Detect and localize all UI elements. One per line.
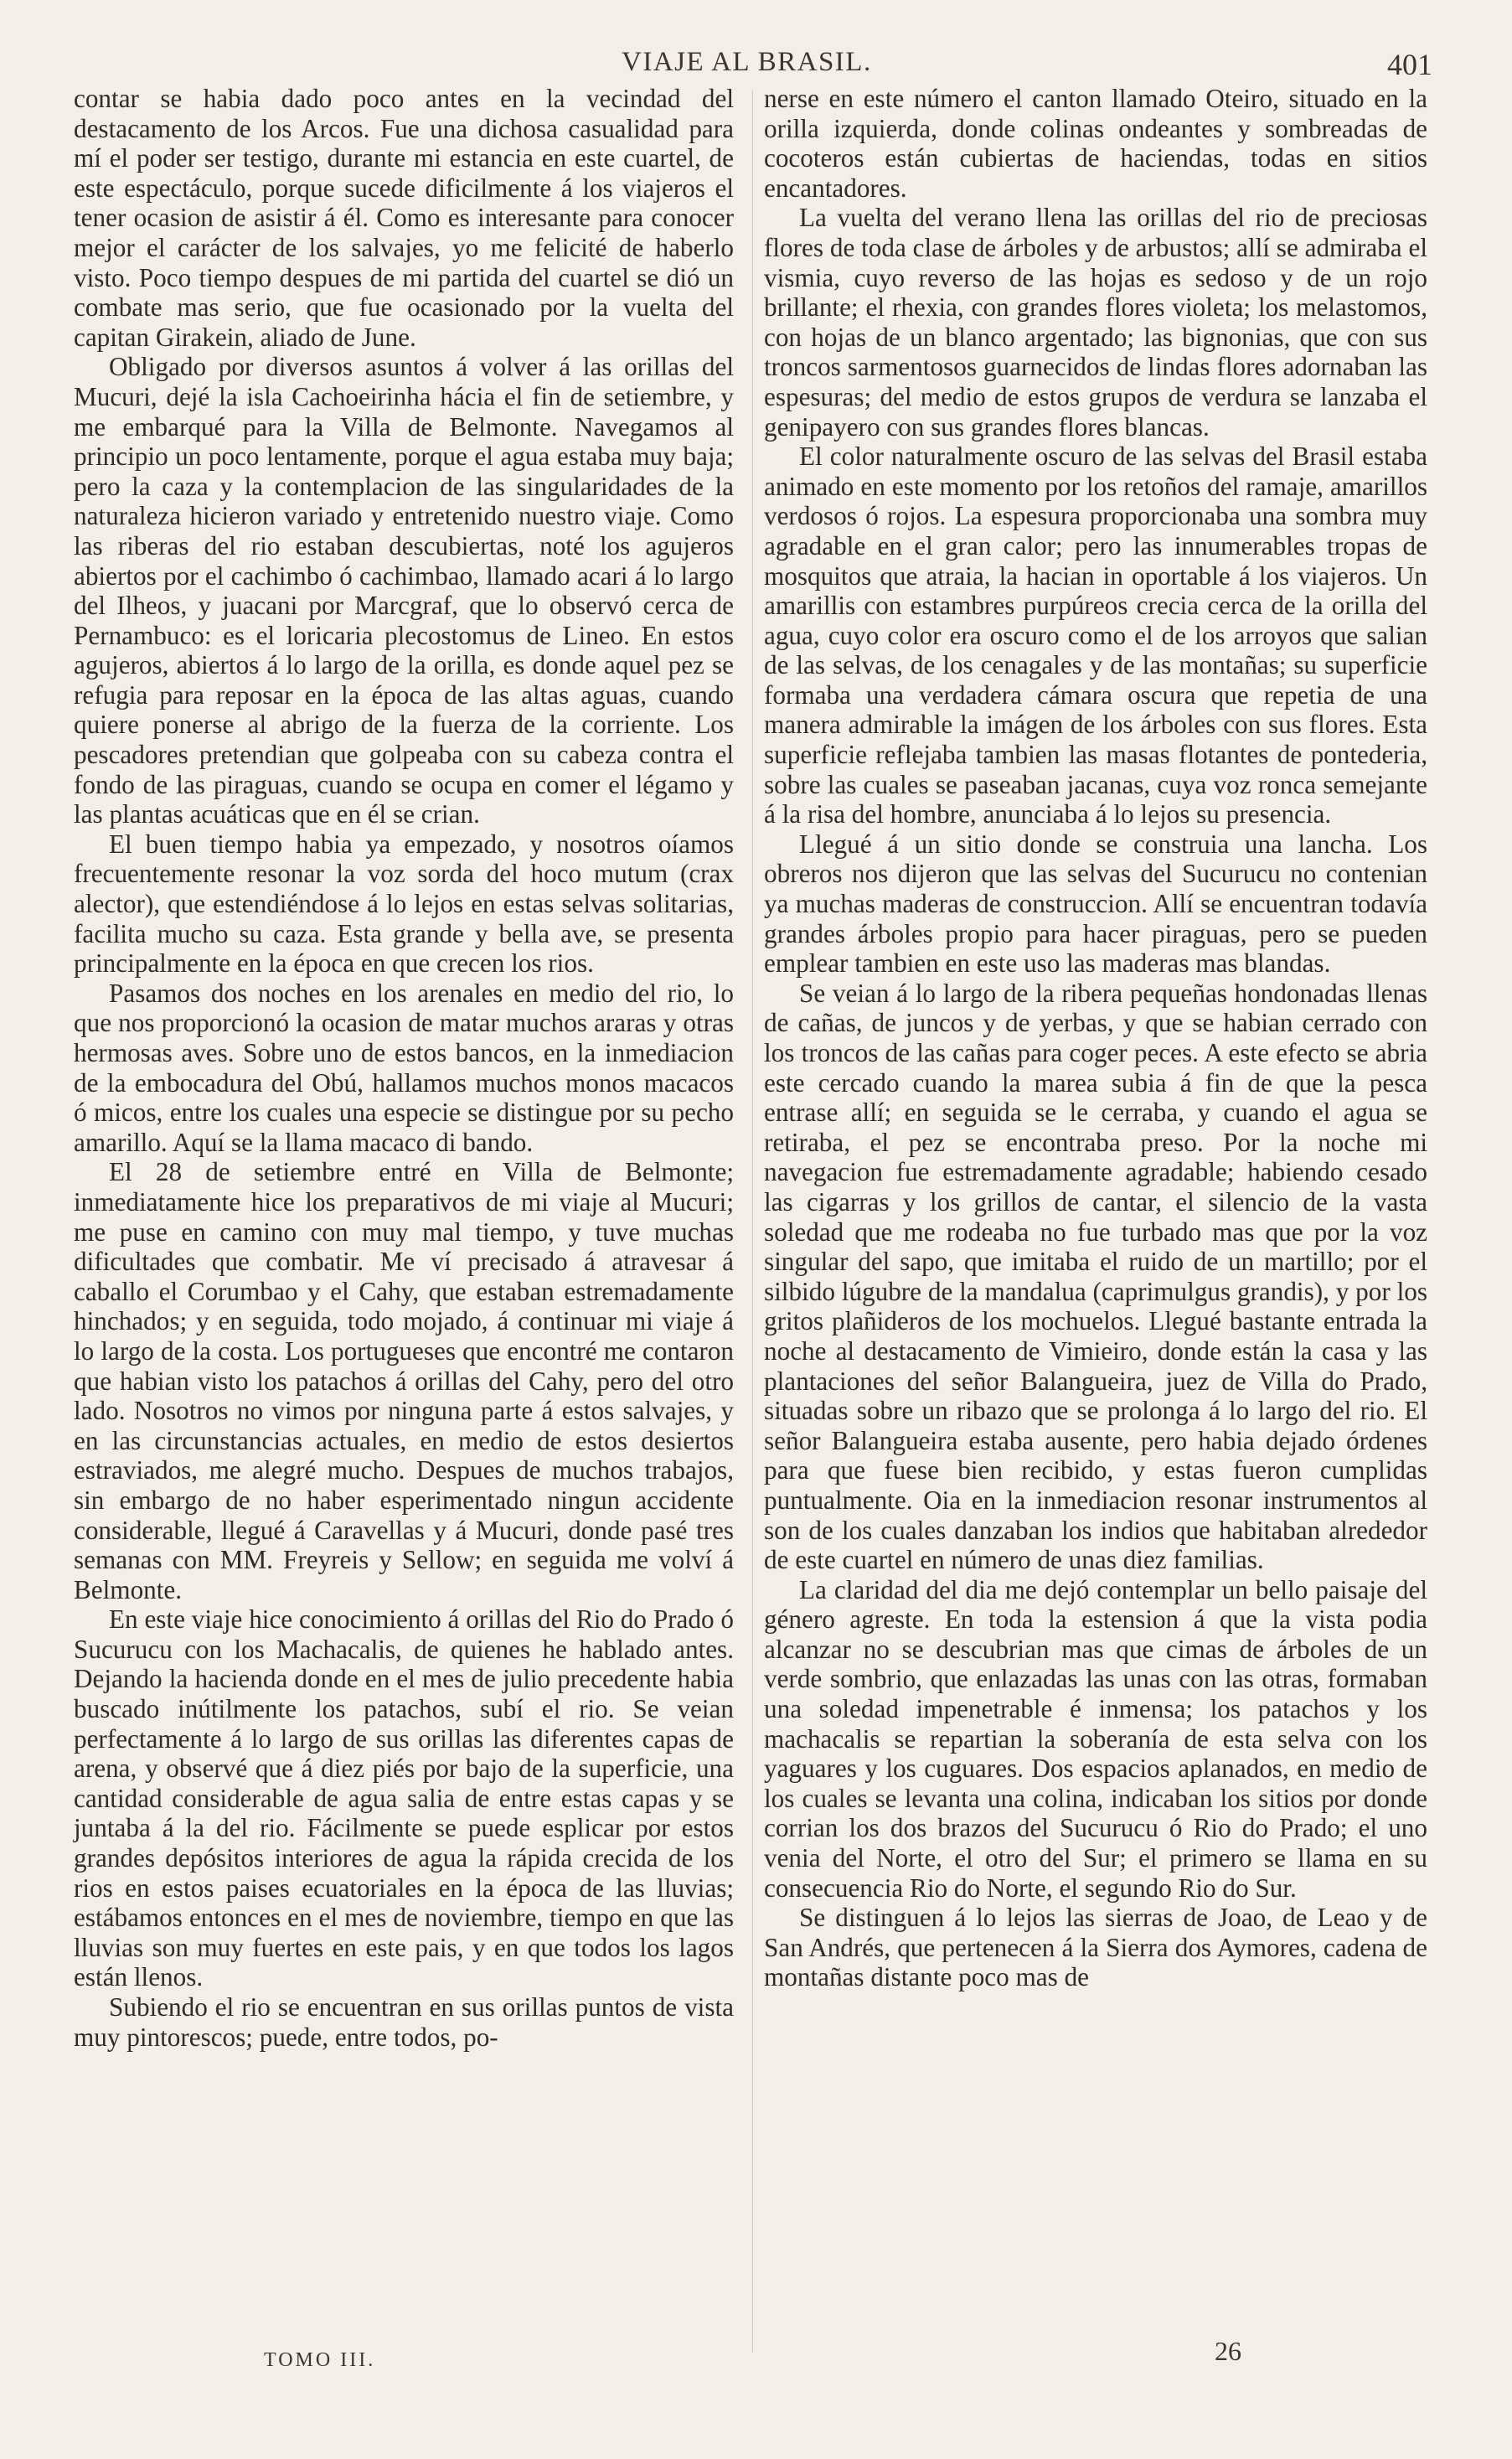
- page-number: 401: [1387, 48, 1432, 81]
- paragraph: Pasamos dos noches en los arenales en medio del rio, lo que nos proporcionó la ocasion de matar muchos araras y otras hermosas aves. Sobre uno de estos bancos, en la inmediacion de la embocadura del Obú, hallamos muchos monos macacos ó micos, entre los cuales una especie se distingue por su pecho amarillo. Aquí se la llama macaco di bando.: [74, 978, 734, 1157]
- paragraph: Subiendo el rio se encuentran en sus orillas puntos de vista muy pintorescos; puede, entre todos, po-: [74, 1992, 734, 2052]
- paragraph: La vuelta del verano llena las orillas del rio de preciosas flores de toda clase de árboles y de arbustos; allí se admiraba el vismia, cuyo reverso de las hojas es sedoso y de un rojo brillante; el rhexia, con grandes flores violeta; los melastomos, con hojas de un blanco argentado; las bignonias, que con sus troncos sarmentosos guarnecidos de lindas flores adornaban las espesuras; del medio de estos grupos de verdura se lanzaba el genipayero con sus grandes flores blancas.: [764, 203, 1427, 442]
- signature-mark: 26: [1215, 2336, 1241, 2366]
- paragraph: contar se habia dado poco antes en la vecindad del destacamento de los Arcos. Fue una dichosa casualidad para mí el poder ser testigo, durante mi estancia en este cuartel, de este espectáculo, porque sucede dificilmente á los viajeros el tener ocasion de asistir á él. Como es interesante para conocer mejor el carácter de los salvajes, yo me felicité de haberlo visto. Poco tiempo despues de mi partida del cuartel se dió un combate mas serio, que fue ocasionado por la vuelta del capitan Girakein, aliado de June.: [74, 84, 734, 352]
- right-column: [764, 84, 1427, 1992]
- paragraph: En este viaje hice conocimiento á orillas del Rio do Prado ó Sucurucu con los Machacalis, de quienes he hablado antes. Dejando la hacienda donde en el mes de julio precedente habia buscado inútilmente los patachos, subí el rio. Se veian perfectamente á lo largo de sus orillas las diferentes capas de arena, y observé que á diez piés por bajo de la superficie, una cantidad considerable de agua salia de entre estas capas y se juntaba á la del rio. Fácilmente se puede esplicar por estos grandes depósitos interiores de agua la rápida crecida de los rios en estos paises ecuatoriales en la época de las lluvias; estábamos entonces en el mes de noviembre, tiempo en que las lluvias son muy fuertes en este pais, y en que todos los lagos están llenos.: [74, 1604, 734, 1992]
- paragraph: Obligado por diversos asuntos á volver á las orillas del Mucuri, dejé la isla Cachoeirinha hácia el fin de setiembre, y me embarqué para la Villa de Belmonte. Navegamos al principio un poco lentamente, porque el agua estaba muy baja; pero la caza y la contemplacion de las singularidades de la naturaleza hicieron variado y entretenido nuestro viaje. Como las riberas del rio estaban descubiertas, noté los agujeros abiertos por el cachimbo ó cachimbao, llamado acari á lo largo del Ilheos, y juacani por Marcgraf, que lo observó cerca de Pernambuco: es el loricaria plecostomus de Lineo. En estos agujeros, abiertos á lo largo de la orilla, es donde aquel pez se refugia para reposar en la época de las altas aguas, cuando quiere ponerse al abrigo de la fuerza de la corriente. Los pescadores pretendian que golpeaba con su cabeza contra el fondo de las piraguas, cuando se ocupa en comer el légamo y las plantas acuáticas que en él se crian.: [74, 352, 734, 829]
- paragraph: Llegué á un sitio donde se construia una lancha. Los obreros nos dijeron que las selvas del Sucurucu no contenian ya muchas maderas de construccion. Allí se encuentran todavía grandes árboles propio para hacer piraguas, pero se pueden emplear tambien en este uso las maderas mas blandas.: [764, 829, 1427, 979]
- column-divider: [752, 90, 753, 2353]
- paragraph: Se veian á lo largo de la ribera pequeñas hondonadas llenas de cañas, de juncos y de yerbas, y que se habian cerrado con los troncos de las cañas para coger peces. A este efecto se abria este cercado cuando la marea subia á fin de que la pesca entrase allí; en seguida se le cerraba, y cuando el agua se retiraba, el pez se encontraba preso. Por la noche mi navegacion fue estremadamente agradable; habiendo cesado las cigarras y los grillos de cantar, el silencio de la vasta soledad que me rodeaba no fue turbado mas que por la voz singular del sapo, que imitaba el ruido de un martillo; por el silbido lúgubre de la mandalua (caprimulgus grandis), y por los gritos plañideros de los mochuelos. Llegué bastante entrada la noche al destacamento de Vimieiro, donde están la casa y las plantaciones del señor Balangueira, juez de Villa do Prado, situadas sobre un ribazo que se prolonga á lo largo del rio. El señor Balangueira estaba ausente, pero habia dejado órdenes para que fuese bien recibido, y estas fueron cumplidas puntualmente. Oia en la inmediacion resonar instrumentos al son de los cuales danzaban los indios que habitaban alrededor de este cuartel en número de unas diez familias.: [764, 978, 1427, 1575]
- volume-footer: TOMO III.: [264, 2349, 376, 2371]
- paragraph: El buen tiempo habia ya empezado, y nosotros oíamos frecuentemente resonar la voz sorda del hoco mutum (crax alector), que estendiéndose á lo lejos en estas selvas solitarias, facilita mucho su caza. Esta grande y bella ave, se presenta principalmente en la época en que crecen los rios.: [74, 829, 734, 979]
- paragraph: La claridad del dia me dejó contemplar un bello paisaje del género agreste. En toda la estension á que la vista podia alcanzar no se descubrian mas que cimas de árboles de un verde sombrio, que enlazadas las unas con las otras, formaban una soledad impenetrable é inmensa; los patachos y los machacalis se repartian la soberanía de esta selva con los yaguares y los cuguares. Dos espacios aplanados, en medio de los cuales se levanta una colina, indicaban los sitios por donde corrian los dos brazos del Sucurucu ó Rio do Prado; el uno venia del Norte, el otro del Sur; el primero se llama en su consecuencia Rio do Norte, el segundo Rio do Sur.: [764, 1574, 1427, 1903]
- paragraph: nerse en este número el canton llamado Oteiro, situado en la orilla izquierda, donde colinas ondeantes y sombreadas de cocoteros están cubiertas de haciendas, todas en sitios encantadores.: [764, 84, 1427, 203]
- left-column: [74, 84, 734, 2052]
- paragraph: Se distinguen á lo lejos las sierras de Joao, de Leao y de San Andrés, que pertenecen á la Sierra dos Aymores, cadena de montañas distante poco mas de: [764, 1903, 1427, 1992]
- page-header: [0, 47, 1512, 87]
- paragraph: El color naturalmente oscuro de las selvas del Brasil estaba animado en este momento por los retoños del ramaje, amarillos verdosos ó rojos. La espesura proporcionaba una sombra muy agradable en el gran calor; pero las innumerables tropas de mosquitos que atraia, la hacian in oportable á los viajeros. Un amarillis con estambres purpúreos crecia cerca de la orilla del agua, cuyo color era oscuro como el de los arroyos que salian de las selvas, de los cenagales y de las montañas; su superficie formaba una verdadera cámara oscura que repetia de una manera admirable la imágen de los árboles con sus flores. Esta superficie reflejaba tambien las masas flotantes de pontederia, sobre las cuales se paseaban jacanas, cuya voz ronca semejante á la risa del hombre, anunciaba á lo lejos su presencia.: [764, 442, 1427, 829]
- running-title: VIAJE AL BRASIL.: [622, 47, 872, 77]
- paragraph: El 28 de setiembre entré en Villa de Belmonte; inmediatamente hice los preparativos de mi viaje al Mucuri; me puse en camino con muy mal tiempo, y tuve muchas dificultades que combatir. Me ví precisado á atravesar á caballo el Corumbao y el Cahy, que estaban estremadamente hinchados; y en seguida, todo mojado, á continuar mi viaje á lo largo de la costa. Los portugueses que encontré me contaron que habian visto los patachos á orillas del Cahy, pero del otro lado. Nosotros no vimos por ninguna parte á estos salvajes, y en las circunstancias actuales, en medio de estos desiertos estraviados, me alegré mucho. Despues de muchos trabajos, sin embargo de no haber esperimentado ningun accidente considerable, llegué á Caravellas y á Mucuri, donde pasé tres semanas con MM. Freyreis y Sellow; en seguida me volví á Belmonte.: [74, 1157, 734, 1604]
